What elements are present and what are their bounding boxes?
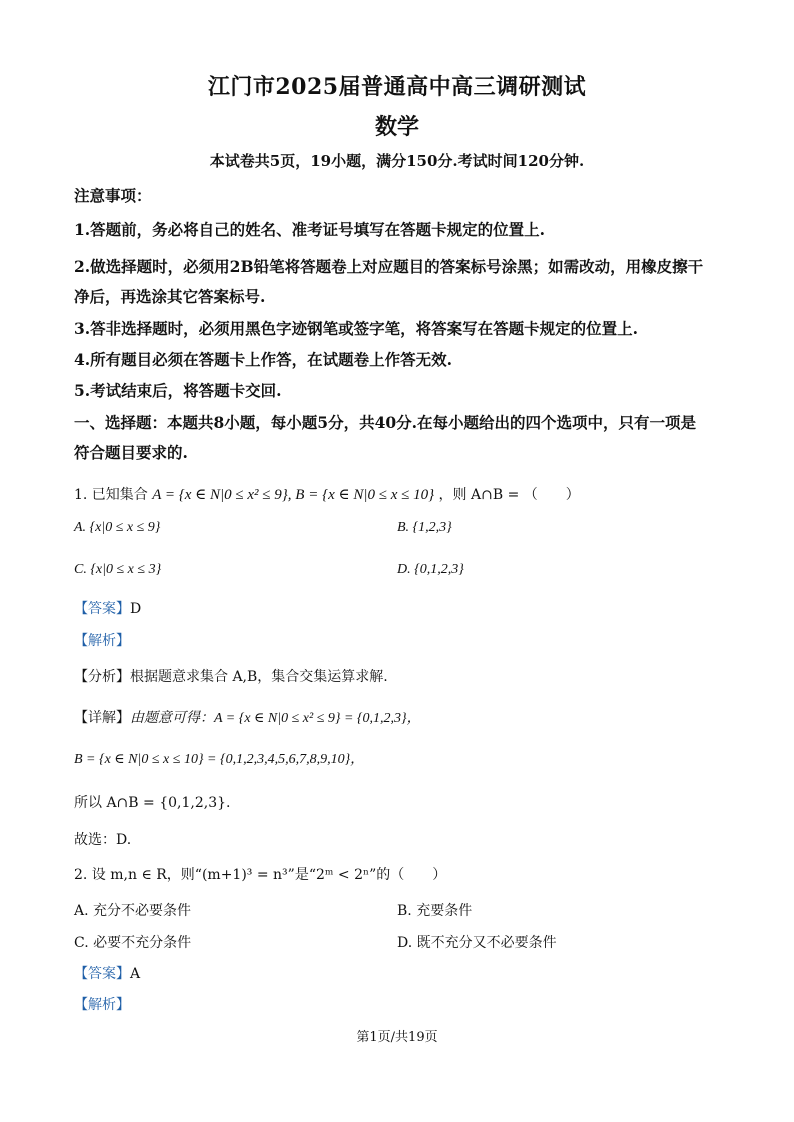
question-1-suffix: ，则 A∩B = （ ） xyxy=(438,487,580,503)
exam-subject: 数学 xyxy=(374,114,419,140)
question-1-option-b: B. {1,2,3} xyxy=(397,520,452,535)
notice-item-2-cont: 净后，再选涂其它答案标号. xyxy=(74,287,266,306)
notice-item-1: 1.答题前，务必将自己的姓名、准考证号填写在答题卡规定的位置上. xyxy=(74,220,546,239)
answer-value: D xyxy=(130,601,142,617)
exam-title: 江门市2025届普通高中高三调研测试 xyxy=(207,74,587,100)
notice-heading: 注意事项： xyxy=(74,186,152,205)
question-1-math: A = {x ∈ N|0 ≤ x² ≤ 9}, B = {x ∈ N|0 ≤ x ≤ 10} xyxy=(152,487,435,503)
question-1-stem xyxy=(74,484,580,504)
question-1-option-c: C. {x|0 ≤ x ≤ 3} xyxy=(74,562,162,577)
notice-item-5: 5.考试结束后，将答题卡交回. xyxy=(74,381,282,400)
notice-item-4: 4.所有题目必须在答题卡上作答，在试题卷上作答无效. xyxy=(74,350,453,369)
answer-value-2: A xyxy=(130,966,141,982)
notice-item-3: 3.答非选择题时，必须用黑色字迹钢笔或签字笔，将答案写在答题卡规定的位置上. xyxy=(74,319,639,338)
page-number: 第1页/共19页 xyxy=(356,1030,438,1045)
fenxi-text: 根据题意求集合 A,B，集合交集运算求解. xyxy=(130,669,388,685)
section-1-heading-cont: 符合题目要求的. xyxy=(74,443,188,462)
answer-tag-2: 【答案】 xyxy=(74,966,130,982)
question-1-answer xyxy=(74,598,141,618)
question-1-xiangjie-line-3: 所以 A∩B = {0,1,2,3}. xyxy=(74,795,231,811)
question-1-analysis-tag: 【解析】 xyxy=(74,633,130,649)
exam-info: 本试卷共5页，19小题，满分150分.考试时间120分钟. xyxy=(209,152,585,170)
question-2-option-c: C. 必要不充分条件 xyxy=(74,935,192,951)
question-1-fenxi xyxy=(74,666,388,686)
question-2-option-a: A. 充分不必要条件 xyxy=(74,903,192,919)
fenxi-tag: 【分析】 xyxy=(74,669,130,685)
notice-item-2: 2.做选择题时，必须用2B铅笔将答题卷上对应题目的答案标号涂黑；如需改动，用橡皮擦干 xyxy=(74,257,704,276)
question-2-stem: 2. 设 m,n ∈ R，则“(m+1)³ = n³”是“2ᵐ < 2ⁿ”的（ ） xyxy=(74,867,447,883)
question-1-conclusion: 故选：D. xyxy=(74,832,132,848)
question-1-option-a: A. {x|0 ≤ x ≤ 9} xyxy=(74,520,161,535)
question-1-xiangjie xyxy=(74,707,421,727)
question-2-option-d: D. 既不充分又不必要条件 xyxy=(397,935,557,951)
xiangjie-line-1: 由题意可得：A = {x ∈ N|0 ≤ x² ≤ 9} = {0,1,2,3}， xyxy=(130,711,421,726)
question-2-answer xyxy=(74,963,140,983)
question-1-option-d: D. {0,1,2,3} xyxy=(397,562,464,577)
question-1-prefix: 1. 已知集合 xyxy=(74,487,148,503)
answer-tag: 【答案】 xyxy=(74,601,130,617)
question-2-option-b: B. 充要条件 xyxy=(397,903,473,919)
question-1-xiangjie-line-2: B = {x ∈ N|0 ≤ x ≤ 10} = {0,1,2,3,4,5,6,7,8,9,10}， xyxy=(74,752,365,767)
section-1-heading: 一、选择题：本题共8小题，每小题5分，共40分.在每小题给出的四个选项中，只有一项是 xyxy=(74,413,697,432)
question-2-analysis-tag: 【解析】 xyxy=(74,997,130,1013)
xiangjie-tag: 【详解】 xyxy=(74,710,130,726)
